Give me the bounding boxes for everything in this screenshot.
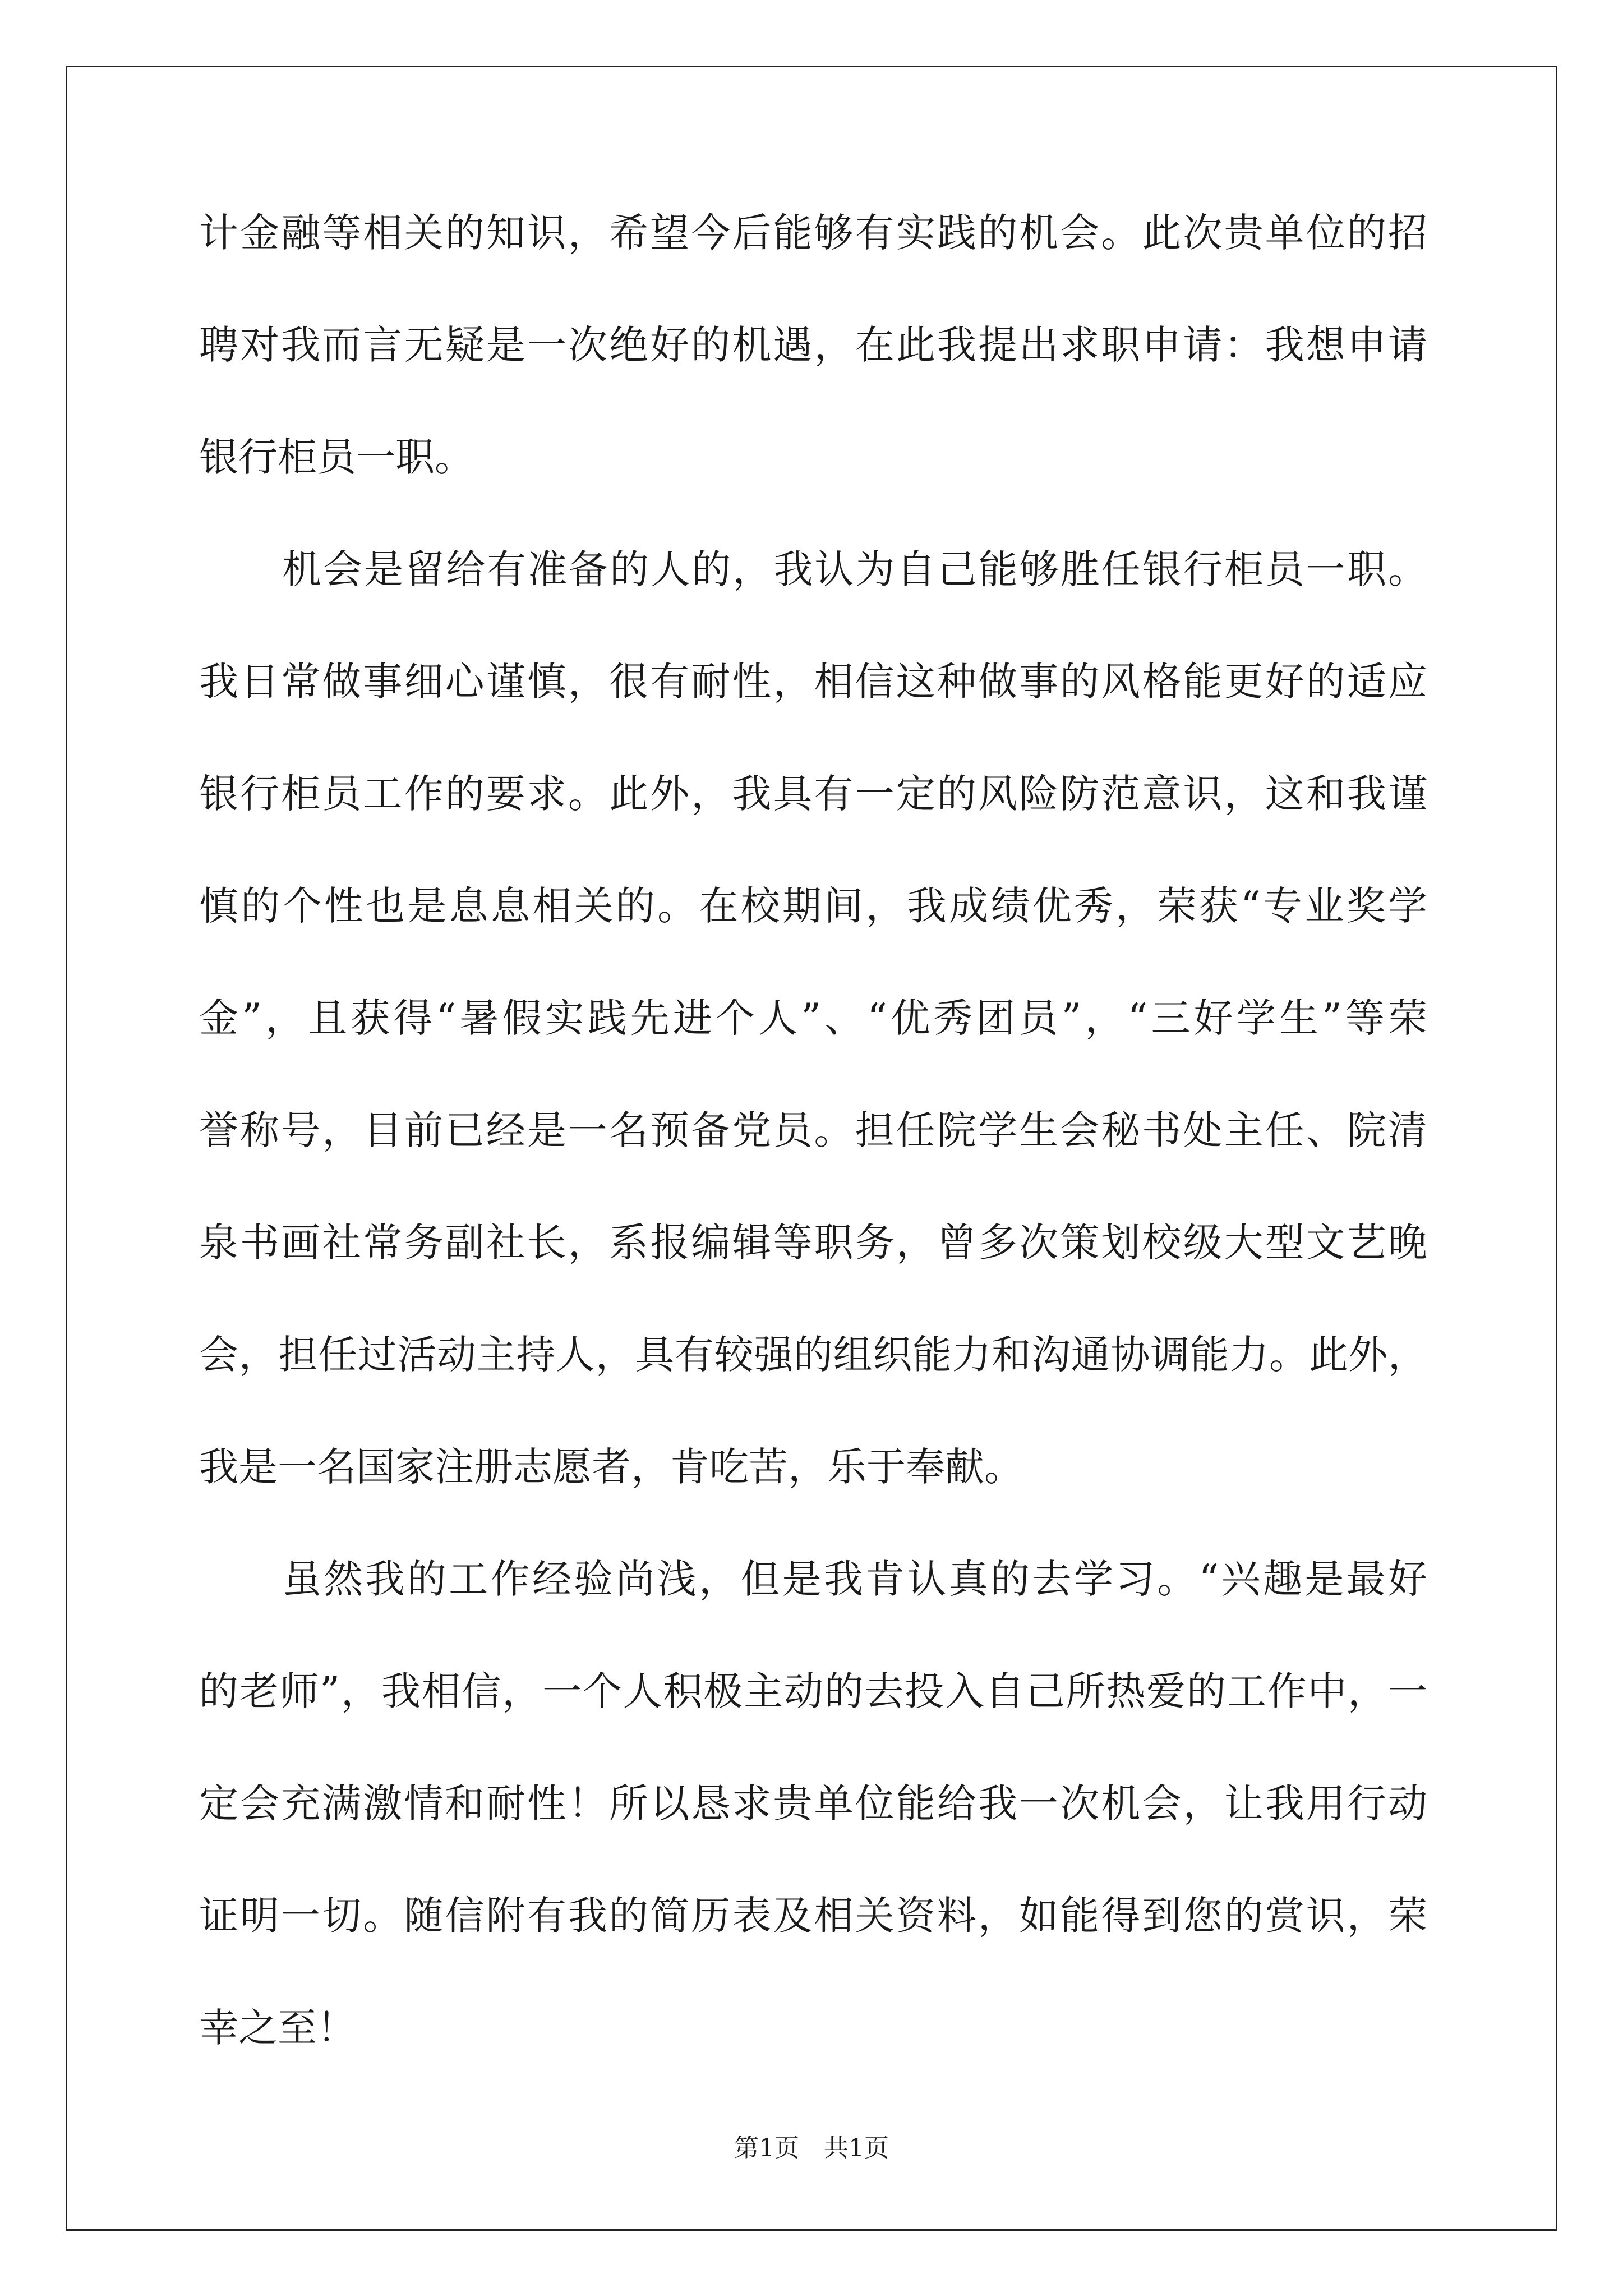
body-line: 会，担任过活动主持人，具有较强的组织能力和沟通协调能力。此外， [199, 1332, 1427, 1378]
page-number: 第1页 共1页 [734, 2134, 889, 2162]
body-line: 银行柜员工作的要求。此外，我具有一定的风险防范意识，这和我谨 [199, 771, 1427, 817]
page-footer [0, 2136, 1623, 2161]
body-line: 泉书画社常务副社长，系报编辑等职务，曾多次策划校级大型文艺晚 [199, 1220, 1427, 1266]
body-line: 誉称号，目前已经是一名预备党员。担任院学生会秘书处主任、院清 [199, 1107, 1427, 1153]
body-line: 证明一切。随信附有我的简历表及相关资料，如能得到您的赏识，荣 [199, 1893, 1427, 1939]
letter-body [199, 210, 1427, 2120]
body-line: 银行柜员一职。 [199, 434, 474, 480]
body-line: 机会是留给有准备的人的，我认为自己能够胜任银行柜员一职。 [282, 546, 1427, 592]
body-line: 的老师”，我相信，一个人积极主动的去投入自己所热爱的工作中，一 [199, 1668, 1427, 1714]
body-line: 定会充满激情和耐性！所以恳求贵单位能给我一次机会，让我用行动 [199, 1780, 1427, 1826]
body-line: 我是一名国家注册志愿者，肯吃苦，乐于奉献。 [199, 1444, 1023, 1490]
body-line: 聘对我而言无疑是一次绝好的机遇，在此我提出求职申请：我想申请 [199, 322, 1427, 368]
body-line: 金”，且获得“暑假实践先进个人”、“优秀团员”，“三好学生”等荣 [199, 995, 1427, 1041]
body-line: 虽然我的工作经验尚浅，但是我肯认真的去学习。“兴趣是最好 [282, 1556, 1427, 1602]
body-line: 慎的个性也是息息相关的。在校期间，我成绩优秀，荣获“专业奖学 [199, 883, 1427, 929]
body-line: 幸之至！ [199, 2005, 356, 2051]
body-line: 计金融等相关的知识，希望今后能够有实践的机会。此次贵单位的招 [199, 210, 1427, 256]
body-line: 我日常做事细心谨慎，很有耐性，相信这种做事的风格能更好的适应 [199, 659, 1427, 705]
